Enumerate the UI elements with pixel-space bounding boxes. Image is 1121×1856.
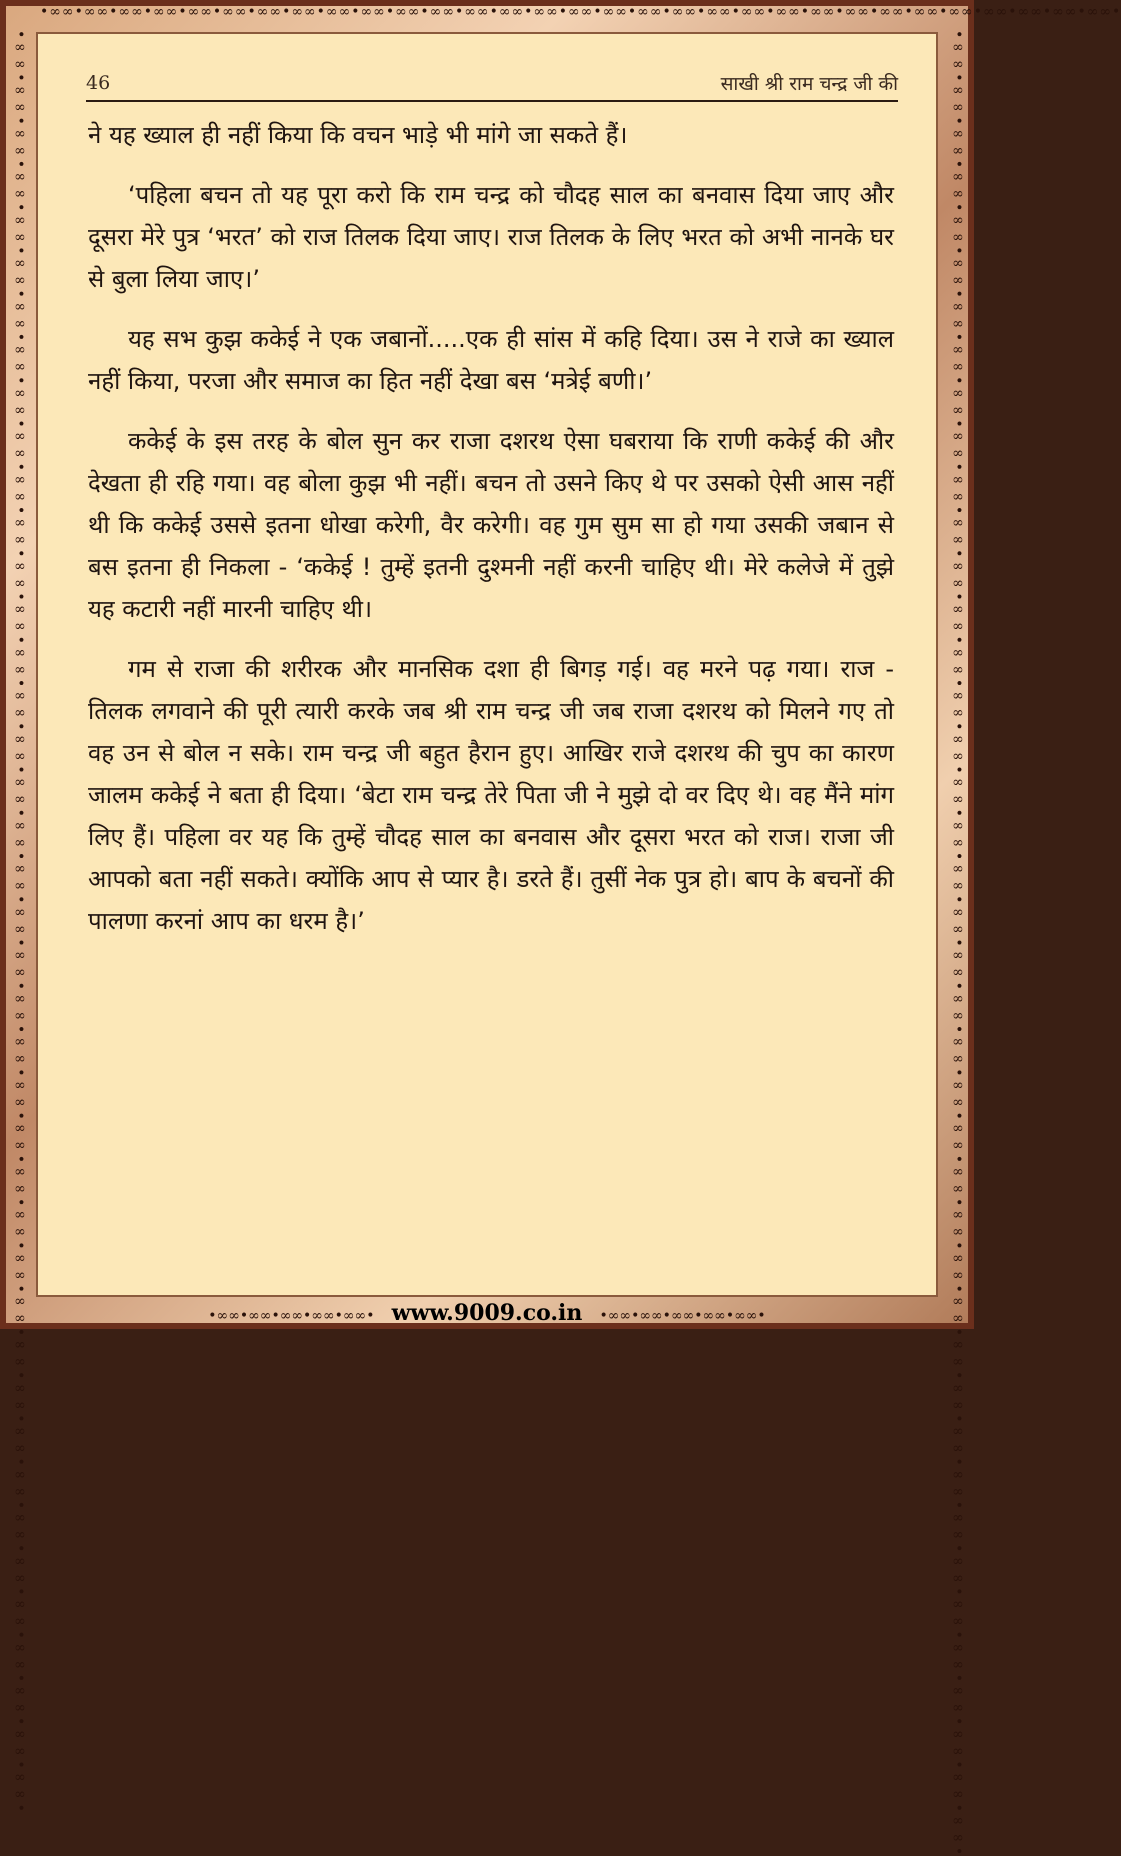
paragraph: गम से राजा की शरीरक और मानसिक दशा ही बिगड़ गई। वह मरने पढ़ गया। राज - तिलक लगवाने की पूरी त्यारी करके जब श्री राम चन्द्र जी जब राजा दशरथ को मिलने गए तो वह उन से बोल न सके। राम चन्द्र जी बहुत हैरान हुए। आखिर राजे दशरथ की चुप का कारण जालम ककेई ने बता ही दिया। ‘बेटा राम चन्द्र तेरे पिता जी ने मुझे दो वर दिए थे। वह मैंने मांग लिए हैं। पहिला वर यह कि तुम्हें चौदह साल का बनवास और दूसरा भरत को राज। राजा जी आपको बता नहीं सकते। क्योंकि आप से प्यार है। डरते हैं। तुसीं नेक पुत्र हो। बाप के बचनों की पालणा करनां आप का धरम है।’ <box>88 655 894 935</box>
right-ornament: •∞∞•∞∞•∞∞•∞∞•∞∞•∞∞•∞∞•∞∞•∞∞•∞∞•∞∞•∞∞•∞∞•∞∞•∞∞•∞∞•∞∞•∞∞•∞∞•∞∞•∞∞•∞∞•∞∞•∞∞•∞∞•∞∞•∞∞•∞∞•∞∞•∞∞•∞∞•∞∞•∞∞•∞∞•∞∞•∞∞•∞∞•∞∞•∞∞•∞∞•∞∞•∞∞• <box>950 30 966 1856</box>
left-ornament: •∞∞•∞∞•∞∞•∞∞•∞∞•∞∞•∞∞•∞∞•∞∞•∞∞•∞∞•∞∞•∞∞•∞∞•∞∞•∞∞•∞∞•∞∞•∞∞•∞∞•∞∞•∞∞•∞∞•∞∞•∞∞•∞∞•∞∞•∞∞•∞∞•∞∞•∞∞•∞∞•∞∞•∞∞•∞∞•∞∞•∞∞•∞∞•∞∞•∞∞•∞∞• <box>12 30 28 1813</box>
page-footer <box>0 1297 974 1329</box>
page-number: 46 <box>86 72 111 94</box>
footer-ornament-left: •∞∞•∞∞•∞∞•∞∞•∞∞• <box>208 1308 375 1324</box>
footer-ornament-right: •∞∞•∞∞•∞∞•∞∞•∞∞• <box>599 1308 766 1324</box>
paragraph: यह सभ कुझ ककेई ने एक जबानों.....एक ही सांस में कहि दिया। उस ने राजे का ख्याल नहीं किया, परजा और समाज का हित नहीं देखा बस ‘मत्रेई बणी।’ <box>88 325 894 395</box>
top-ornament: •∞∞•∞∞•∞∞•∞∞•∞∞•∞∞•∞∞•∞∞•∞∞•∞∞•∞∞•∞∞•∞∞•∞∞•∞∞•∞∞•∞∞•∞∞•∞∞•∞∞•∞∞•∞∞•∞∞•∞∞•∞∞•∞∞•∞∞•∞∞•∞∞•∞∞•∞∞• <box>40 4 1121 20</box>
page-body <box>88 114 894 960</box>
paragraph: ककेई के इस तरह के बोल सुन कर राजा दशरथ ऐसा घबराया कि राणी ककेई की और देखता ही रहि गया। वह बोला कुझ भी नहीं। बचन तो उसने किए थे पर उसको ऐसी आस नहीं थी कि ककेई उससे इतना धोखा करेगी, वैर करेगी। वह गुम सुम सा हो गया उसकी जबान से बस इतना ही निकला - ‘ककेई ! तुम्हें इतनी दुश्मनी नहीं करनी चाहिए थी। मेरे कलेजे में तुझे यह कटारी नहीं मारनी चाहिए थी। <box>88 427 894 623</box>
running-title: साखी श्री राम चन्द्र जी की <box>720 73 898 95</box>
paragraph: ‘पहिला बचन तो यह पूरा करो कि राम चन्द्र को चौदह साल का बनवास दिया जाए और दूसरा मेरे पुत्र ‘भरत’ को राज तिलक दिया जाए। राज तिलक के लिए भरत को अभी नानके घर से बुला लिया जाए।’ <box>88 181 894 293</box>
footer-url: www.9009.co.in <box>391 1300 583 1326</box>
paragraph: ने यह ख्याल ही नहीं किया कि वचन भाड़े भी मांगे जा सकते हैं। <box>88 121 628 149</box>
page-header <box>86 70 898 102</box>
book-page <box>36 32 938 1297</box>
